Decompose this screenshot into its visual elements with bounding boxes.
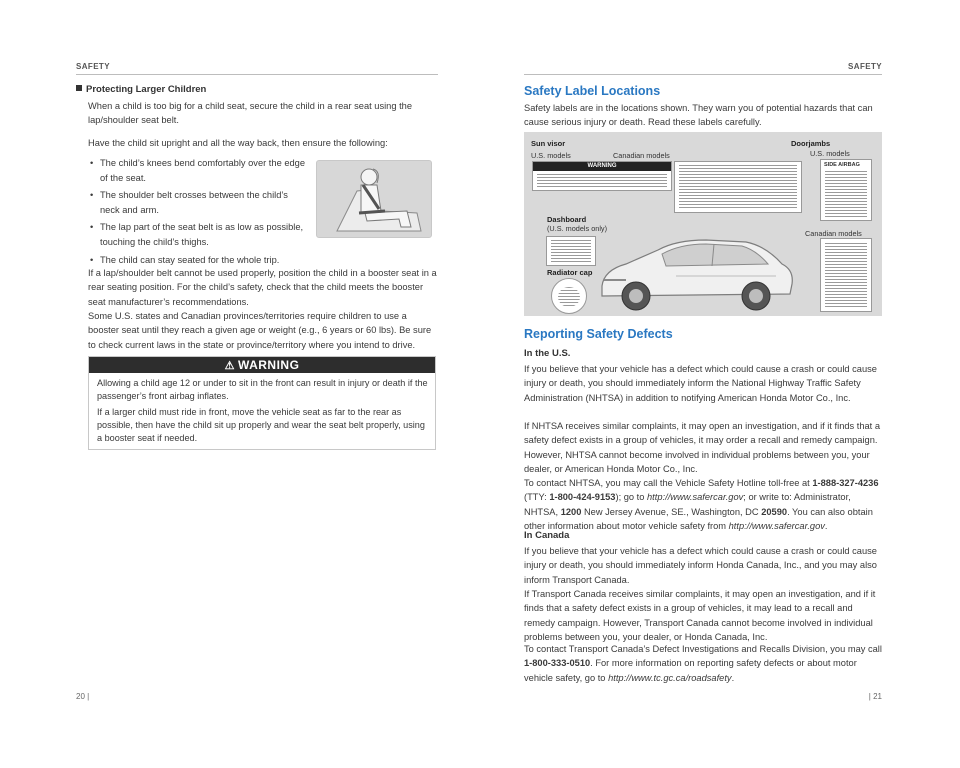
us-paragraph-2: If NHTSA receives similar complaints, it may open an investigation, and if it finds that a safety defect exists in a group of vehicles, it may order a recall and remedy campaign. However, NHTSA cannot become involved in individual problems between you, your dealer, or American Honda Motor Co., Inc. [524,421,881,475]
list-item: • The lap part of the seat belt is as low as possible, touching the child’s thighs. [90,220,310,249]
dashboard-sticker [546,236,596,266]
lead-paragraph: Have the child sit upright and all the way back, then ensure the following: [88,138,388,148]
intro-paragraph: Safety labels are in the locations shown. They warn you of potential hazards that can cause serious injury or death. Read these labels carefully. [524,103,873,128]
sun-visor-canadian-sticker [674,161,802,213]
booster-paragraph: If a lap/shoulder belt cannot be used properly, position the child in a booster seat in a rear seating position. For the child’s safety, check that the child meets the booster seat manufacturer’s recommendations. [88,268,437,307]
safety-label-figure [524,132,882,316]
page-number: | 21 [868,692,882,701]
warning-triangle-icon: ⚠ [224,360,235,372]
car-illustration [596,220,796,316]
radiator-cap-label: Radiator cap [547,268,593,277]
warning-text: If a larger child must ride in front, move the vehicle seat as far to the rear as possible, then have the child sit up properly and wear the seat belt properly, using a booster seat if needed. [97,407,425,444]
side-airbag-label: SIDE AIRBAG [824,162,860,168]
list-item: • The child can stay seated for the whole trip. [90,253,310,268]
doorjamb-us-sticker [820,159,872,221]
us-heading: In the U.S. [524,348,571,359]
sun-visor-label: Sun visor [531,139,566,148]
section-title: Protecting Larger Children [86,84,207,95]
child-in-seat-graphic [317,161,432,238]
doorjambs-us-label: U.S. models [810,149,850,158]
safercar-link[interactable]: http://www.safercar.gov [728,521,825,532]
canada-heading: In Canada [524,530,570,541]
warning-banner [89,357,435,373]
doorjambs-label: Doorjambs [791,139,831,148]
radiator-cap-sticker [551,278,587,314]
nhtsa-tty: 1-800-424-9153 [549,492,616,503]
doorjamb-canadian-sticker [820,238,872,312]
square-bullet-icon [76,85,82,91]
warning-heading: WARNING [237,358,300,372]
nhtsa-zip: 20590 [761,506,788,517]
us-paragraph-3: To contact NHTSA, you may call the Vehicle Safety Hotline toll-free at 1-888-327-4236 (TTY: 1-800-424-9153); go to http://www.safercar.gov; or write to: Administrator, NHTSA, 1200 New Jersey Avenue, SE., Washington, DC 20590. You can also obtain other information about motor vehicle safety from http://www.safercar.gov. [524,478,879,532]
roadsafety-link[interactable]: http://www.tc.gc.ca/roadsafety [608,672,732,683]
sun-visor-us-sticker [532,161,672,191]
warning-text: Allowing a child age 12 or under to sit in the front can result in injury or death if the passenger’s front airbag inflates. [97,378,428,402]
canada-paragraph-2: If Transport Canada receives similar complaints, it may open an investigation, and if it finds that a safety defect exists in a group of vehicles, it may lead to a recall and remedy campaign. However, Transport Canada cannot become involved in individual problems between you, your dealer, or Honda Canada, Inc. [524,589,876,643]
canadian-models-label: Canadian models [613,151,670,160]
us-paragraph-1: If you believe that your vehicle has a defect which could cause a crash or could cause injury or death, you should immediately inform the National Highway Traffic Safety Administration (NHTSA) in addition to notifying American Honda Motor Co., Inc. [524,364,877,403]
dashboard-label: Dashboard [547,215,587,224]
page-title: Safety Label Locations [524,84,661,98]
child-seatbelt-illustration [316,160,432,238]
running-head: SAFETY [76,62,110,71]
list-item: • The child’s knees bend comfortably over the edge of the seat. [90,156,310,185]
intro-paragraph: When a child is too big for a child seat, secure the child in a rear seat using the lap/shoulder seat belt. [88,101,413,126]
canada-paragraph-1: If you believe that your vehicle has a defect which could cause a crash or could cause injury or death, you should immediately inform Honda Canada, Inc., and you may also inform Transport Canada. [524,546,877,585]
laws-paragraph: Some U.S. states and Canadian provinces/territories require children to use a booster seat until they reach a given age or weight (e.g., 6 years or 60 lbs). Be sure to check current laws in the state or province/territory where you intend to drive. [88,311,432,350]
nhtsa-street-number: 1200 [560,506,582,517]
header-rule [76,74,438,75]
header-rule [524,74,882,75]
reporting-title: Reporting Safety Defects [524,327,673,341]
nhtsa-phone: 1-888-327-4236 [812,478,879,488]
list-item: • The shoulder belt crosses between the child’s neck and arm. [90,188,310,217]
running-head: SAFETY [848,62,882,71]
warning-box [88,356,436,450]
sticker-warning-bar: WARNING [533,162,671,171]
canada-paragraph-3: To contact Transport Canada’s Defect Investigations and Recalls Division, you may call 1-800-333-0510. For more information on reporting safety defects or about motor vehicle safety, go to http://www.tc.gc.ca/roadsafety. [524,644,882,683]
dashboard-note: (U.S. models only) [547,224,608,233]
transport-canada-phone: 1-800-333-0510 [524,658,591,669]
page-number: 20 | [76,692,90,701]
requirements-list [90,156,310,270]
section-heading [76,84,206,95]
doorjambs-canadian-label: Canadian models [805,229,862,238]
right-page [480,0,960,768]
safercar-link[interactable]: http://www.safercar.gov [647,492,744,503]
us-models-label: U.S. models [531,151,571,160]
